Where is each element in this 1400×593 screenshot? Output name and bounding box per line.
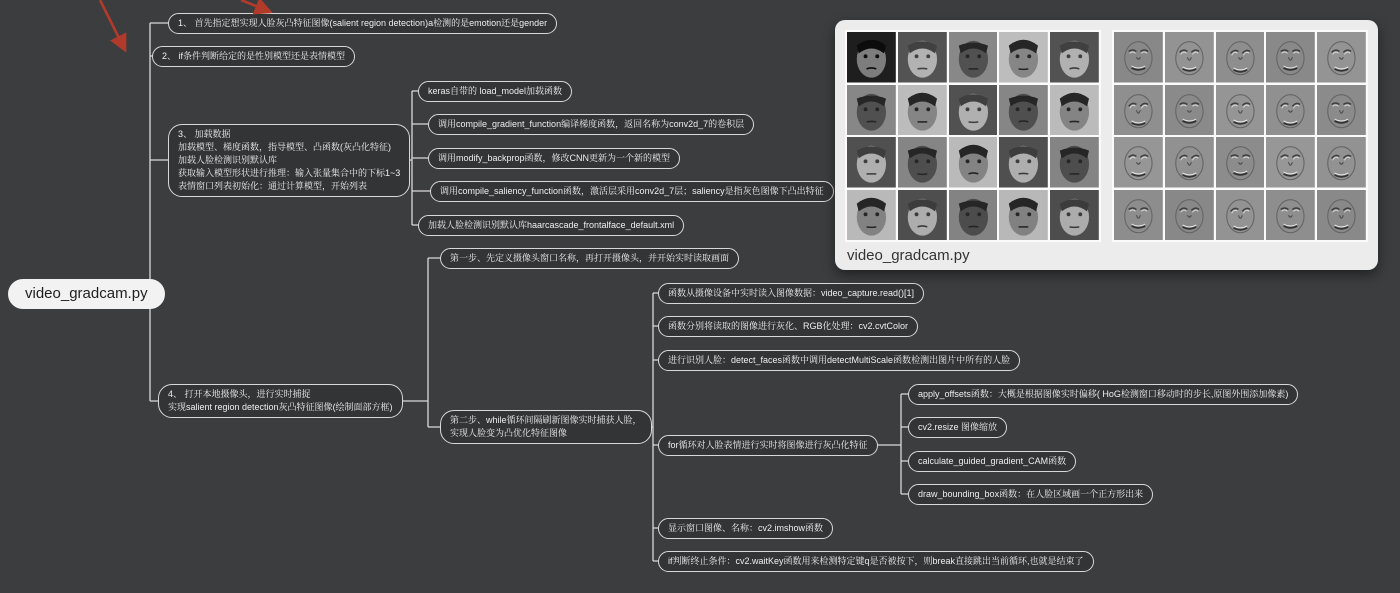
node-compile-saliency-function[interactable]: 调用compile_saliency_function函数，激活层采用conv2d_7层；saliency是指灰色图像下凸出特征 (430, 181, 834, 202)
node-keras-load-model[interactable]: keras自带的 load_model加载函数 (418, 81, 572, 102)
saliency-map (1114, 85, 1163, 136)
face-photo (847, 190, 896, 241)
saliency-map (1216, 137, 1265, 188)
saliency-map (1114, 190, 1163, 241)
node-line: 3、 加载数据 (178, 129, 231, 139)
face-photo (1050, 32, 1099, 83)
face-photo (898, 32, 947, 83)
node-line: 实现salient region detection灰凸特征图像(绘制面部方框) (168, 402, 393, 412)
node-line: 获取输入模型形状进行推理：输入张量集合中的下标1~3 (178, 168, 401, 178)
face-photo (999, 85, 1048, 136)
saliency-map (1317, 32, 1366, 83)
image-grids (845, 30, 1368, 242)
node-modify-backprop[interactable]: 调用modify_backprop函数，修改CNN更新为一个新的模型 (428, 148, 680, 169)
saliency-map (1216, 32, 1265, 83)
node-compile-gradient-function[interactable]: 调用compile_gradient_function编译梯度函数，返回名称为conv2d_7的卷积层 (428, 114, 754, 135)
saliency-map (1266, 85, 1315, 136)
saliency-map (1114, 137, 1163, 188)
node-line: 4、 打开本地摄像头，进行实时捕捉 (168, 389, 311, 399)
face-photo (1050, 190, 1099, 241)
saliency-map (1266, 137, 1315, 188)
node-haarcascade-xml[interactable]: 加载人脸检测识别默认库haarcascade_frontalface_default.xml (418, 215, 684, 236)
node-line: 实现人脸变为凸优化特征图像 (450, 428, 568, 438)
face-photo (949, 190, 998, 241)
saliency-map (1216, 190, 1265, 241)
node-first-step-open-camera[interactable]: 第一步、先定义摄像头窗口名称，再打开摄像头，并开始实时读取画面 (440, 248, 739, 269)
node-step2-if-branch[interactable]: 2、 if条件判断给定的是性别模型还是表情模型 (152, 46, 355, 67)
node-guided-gradient-cam[interactable]: calculate_guided_gradient_CAM函数 (908, 451, 1076, 472)
face-photo (898, 137, 947, 188)
node-detect-faces[interactable]: 进行识别人脸：detect_faces函数中调用detectMultiScale函数检测出图片中所有的人脸 (658, 350, 1020, 371)
node-line: 加载人脸检测识别默认库 (178, 155, 278, 165)
saliency-map (1165, 190, 1214, 241)
face-photo (949, 32, 998, 83)
saliency-maps-grid (1112, 30, 1368, 242)
node-step4-open-camera[interactable] (158, 384, 403, 418)
face-photo (847, 137, 896, 188)
screenshot-panel-card (835, 20, 1378, 270)
node-line: 第二步、while循环间隔刷新图像实时捕获人脸， (450, 415, 642, 425)
saliency-map (1317, 137, 1366, 188)
node-line: 加载模型、梯度函数，指导模型、凸函数(灰凸化特征) (178, 142, 391, 152)
node-draw-bounding-box[interactable]: draw_bounding_box函数：在人脸区域画一个正方形出来 (908, 484, 1153, 505)
face-photo (847, 85, 896, 136)
saliency-map (1114, 32, 1163, 83)
root-node[interactable]: video_gradcam.py (8, 279, 165, 309)
panel-caption: video_gradcam.py (847, 247, 970, 264)
node-for-loop-faces[interactable]: for循环对人脸表情进行实时将图像进行灰凸化特征 (658, 435, 878, 456)
node-line: 表情窗口列表初始化：通过计算模型，开始列表 (178, 181, 368, 191)
saliency-map (1216, 85, 1265, 136)
node-waitkey-break[interactable]: if判断终止条件：cv2.waitKey函数用来检测特定键q是否被按下，则break直接跳出当前循环,也就是结束了 (658, 551, 1094, 572)
node-video-capture-read[interactable]: 函数从摄像设备中实时读入图像数据：video_capture.read()[1] (658, 283, 924, 304)
face-photo (1050, 137, 1099, 188)
saliency-map (1317, 85, 1366, 136)
node-cv2-imshow[interactable]: 显示窗口图像、名称：cv2.imshow函数 (658, 518, 833, 539)
saliency-map (1165, 32, 1214, 83)
node-step3-load-data[interactable] (168, 124, 410, 197)
saliency-map (1317, 190, 1366, 241)
saliency-map (1266, 190, 1315, 241)
saliency-map (1266, 32, 1315, 83)
face-photo (949, 137, 998, 188)
node-second-step-while-loop[interactable] (440, 410, 652, 444)
face-photo (999, 32, 1048, 83)
face-photo (999, 190, 1048, 241)
face-photo (999, 137, 1048, 188)
node-step1[interactable]: 1、 首先指定想实现人脸灰凸特征图像(salient region detection)a检测的是emotion还是gender (168, 13, 557, 34)
node-cv2-resize[interactable]: cv2.resize 图像缩放 (908, 417, 1007, 438)
saliency-map (1165, 137, 1214, 188)
node-apply-offsets[interactable]: apply_offsets函数：大概是根据图像实时偏移( HoG检测窗口移动时的步长,原图外围添加像素) (908, 384, 1298, 405)
face-photo (1050, 85, 1099, 136)
saliency-map (1165, 85, 1214, 136)
node-cvtcolor[interactable]: 函数分别将读取的图像进行灰化、RGB化处理：cv2.cvtColor (658, 316, 918, 337)
face-photo (847, 32, 896, 83)
face-photo (898, 85, 947, 136)
face-photos-grid (845, 30, 1101, 242)
face-photo (898, 190, 947, 241)
face-photo (949, 85, 998, 136)
